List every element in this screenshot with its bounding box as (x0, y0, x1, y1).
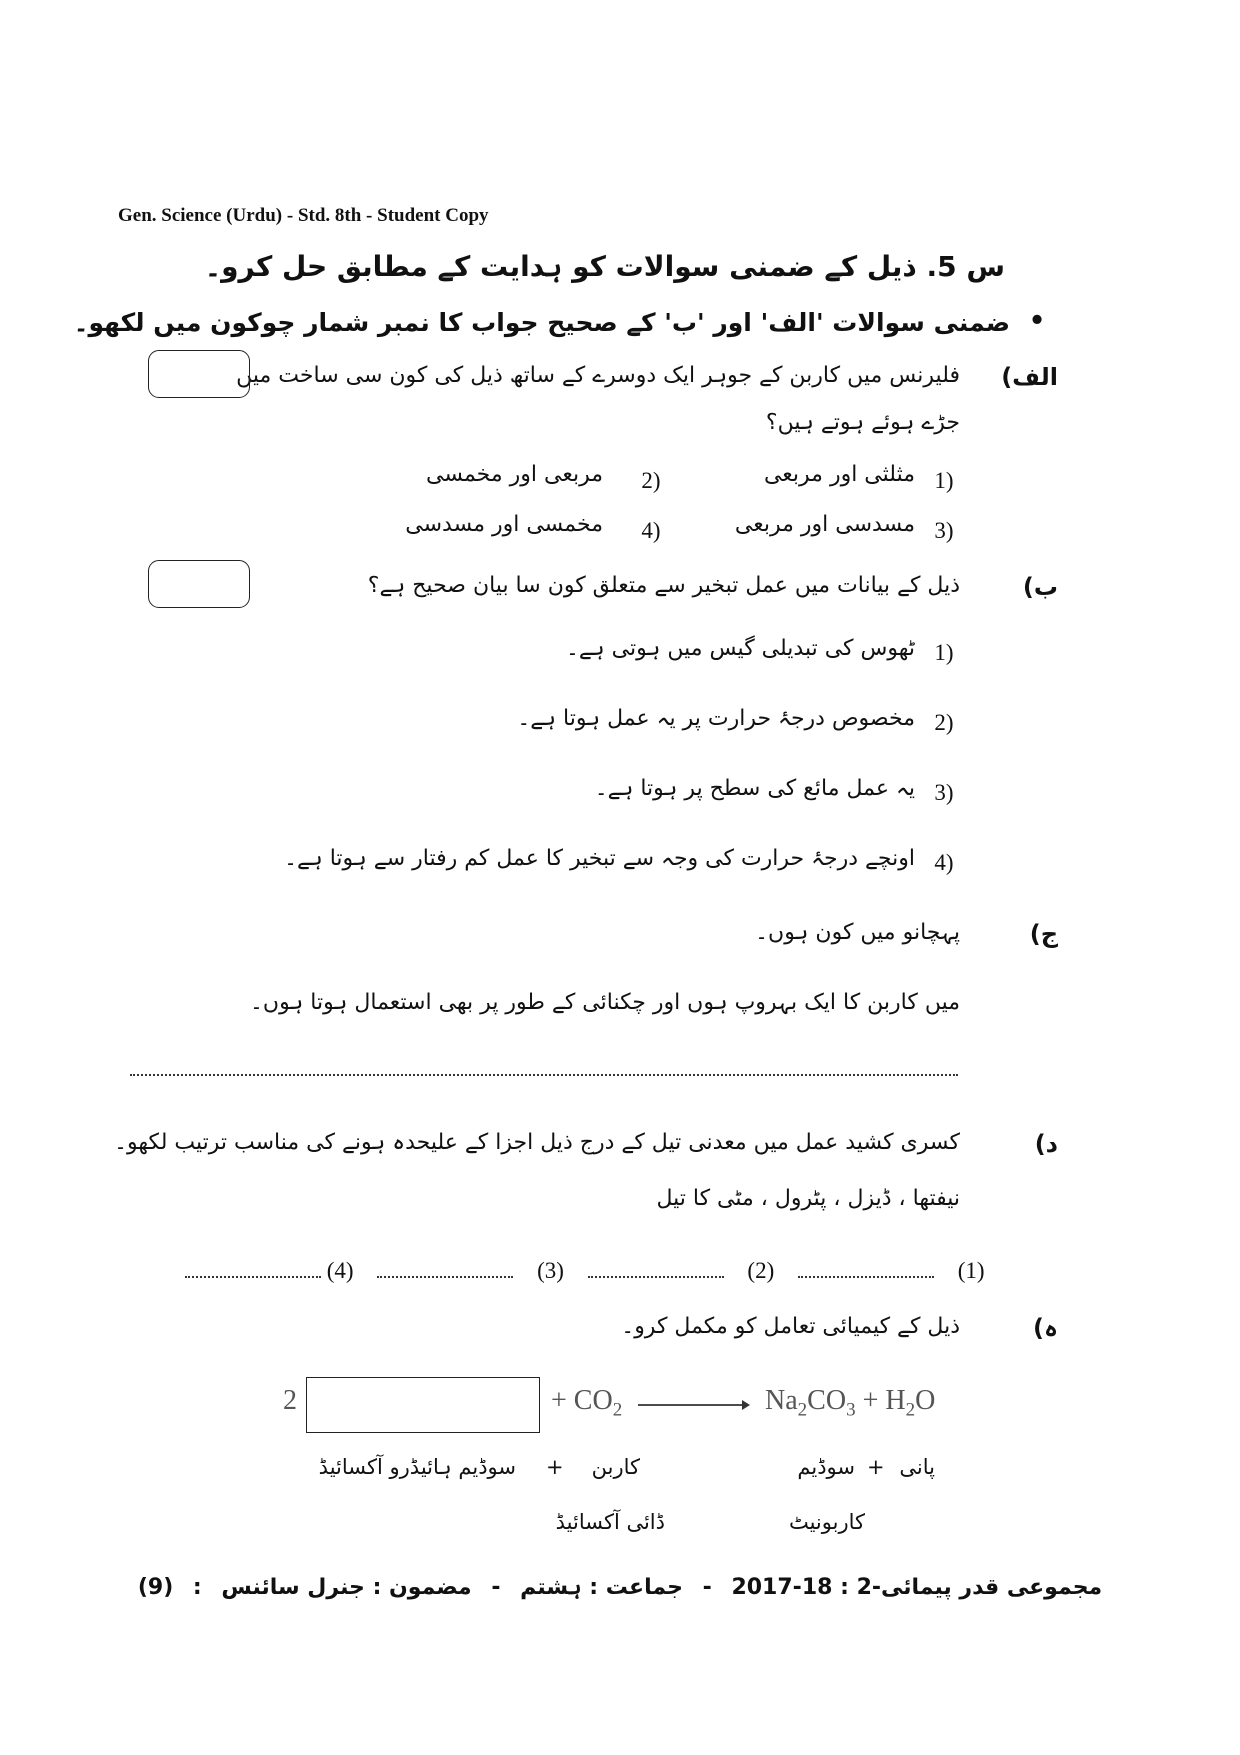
o-text: O (915, 1385, 936, 1416)
part-be-question: ذیل کے بیانات میں عمل تبخیر سے متعلق کون سا بیان صحیح ہے؟ (367, 573, 960, 598)
blank-1[interactable] (798, 1275, 934, 1278)
be-option-4-text: اونچے درجۂ حرارت کی وجہ سے تبخیر کا عمل کم رفتار سے ہوتا ہے۔ (284, 846, 915, 871)
footer-dash-2: - (491, 1575, 501, 1600)
label-carbonate: کاربونیٹ (788, 1510, 865, 1534)
alif-option-4-text: مخمسی اور مسدسی (405, 512, 603, 537)
alif-option-1-text: مثلثی اور مربعی (763, 462, 915, 487)
co3-subscript: 3 (846, 1399, 856, 1421)
daal-blanks-row (185, 1258, 985, 1284)
label-dioxide: ڈائی آکسائیڈ (555, 1510, 665, 1534)
part-daal-label: د) (1034, 1130, 1058, 1158)
blank-2[interactable] (588, 1275, 724, 1278)
be-option-3-num: 3) (934, 780, 954, 805)
question-instruction: ضمنی سوالات 'الف' اور 'ب' کے صحیح جواب کا نمبر شمار چوکون میں لکھو۔ (73, 308, 1010, 337)
footer-marks: (9) (137, 1575, 174, 1600)
blank-2-label: (2) (747, 1258, 775, 1283)
label-water: پانی (899, 1455, 935, 1479)
blank-1-label: (1) (957, 1258, 985, 1283)
blank-4-label: (4) (326, 1258, 354, 1283)
h-text: + H (855, 1385, 906, 1416)
part-he-label: ہ) (1032, 1314, 1058, 1342)
part-alif-question-line2: جڑے ہوئے ہوتے ہیں؟ (765, 410, 960, 435)
label-carbon: کاربن (591, 1455, 640, 1479)
blank-4[interactable] (185, 1275, 321, 1278)
document-header: Gen. Science (Urdu) - Std. 8th - Student Copy (118, 205, 489, 226)
equation-products (765, 1385, 935, 1422)
be-option-1-text: ٹھوس کی تبدیلی گیس میں ہوتی ہے۔ (565, 636, 915, 661)
blank-3[interactable] (377, 1275, 513, 1278)
part-jeem-clue: میں کاربن کا ایک بہروپ ہوں اور چکنائی کے طور پر بھی استعمال ہوتا ہوں۔ (250, 990, 960, 1015)
be-option-3-text: یہ عمل مائع کی سطح پر ہوتا ہے۔ (594, 776, 915, 801)
be-option-1-num: 1) (934, 640, 954, 665)
footer-colon: : (192, 1575, 202, 1600)
label-sodium-hydroxide: سوڈیم ہائیڈرو آکسائیڈ (318, 1455, 516, 1479)
equation-answer-box[interactable] (306, 1377, 540, 1433)
be-option-4-num: 4) (934, 850, 954, 875)
equation-reactant-co2 (551, 1385, 622, 1422)
alif-option-3-text: مسدسی اور مربعی (734, 512, 915, 537)
part-daal-items: نیفتھا ، ڈیزل ، پٹرول ، مٹی کا تیل (656, 1186, 960, 1211)
blank-3-label: (3) (537, 1258, 564, 1283)
reaction-arrow-icon (638, 1398, 750, 1412)
part-he-question: ذیل کے کیمیائی تعامل کو مکمل کرو۔ (621, 1314, 960, 1339)
answer-box-alif[interactable] (148, 350, 250, 398)
answer-line-jeem[interactable] (130, 1074, 958, 1076)
be-option-2-num: 2) (934, 710, 954, 735)
footer-assessment: مجموعی قدر پیمائی-2 : 18-2017 (731, 1575, 1103, 1600)
bullet-icon: • (1028, 306, 1046, 336)
alif-option-4-num: 4) (641, 518, 661, 543)
part-jeem-label: ج) (1029, 920, 1058, 948)
co2-subscript: 2 (612, 1399, 623, 1421)
page-footer (0, 1575, 1240, 1600)
na-subscript: 2 (797, 1399, 808, 1421)
label-plus-2: + (867, 1455, 885, 1479)
answer-box-be[interactable] (148, 560, 250, 608)
part-be-label: ب) (1022, 573, 1058, 601)
footer-subject: مضمون : جنرل سائنس (221, 1575, 472, 1600)
co2-text: + CO (551, 1385, 613, 1416)
na-text: Na (765, 1385, 798, 1416)
co-text: CO (807, 1385, 847, 1416)
equation-coefficient: 2 (283, 1385, 297, 1416)
footer-class: جماعت : ہشتم (520, 1575, 683, 1600)
label-sodium: سوڈیم (797, 1455, 855, 1479)
alif-option-2-num: 2) (641, 468, 661, 493)
h2-subscript: 2 (905, 1399, 916, 1421)
part-alif-question-line1: فلیرنس میں کاربن کے جوہر ایک دوسرے کے ساتھ ذیل کی کون سی ساخت میں (236, 363, 960, 388)
part-jeem-question: پہچانو میں کون ہوں۔ (755, 920, 960, 945)
alif-option-2-text: مربعی اور مخمسی (425, 462, 603, 487)
be-option-2-text: مخصوص درجۂ حرارت پر یہ عمل ہوتا ہے۔ (517, 706, 915, 731)
part-alif-label: الف) (1001, 363, 1058, 391)
question-title: س 5. ذیل کے ضمنی سوالات کو ہدایت کے مطابق حل کرو۔ (204, 250, 1005, 283)
label-plus-1: + (546, 1455, 564, 1479)
alif-option-3-num: 3) (934, 518, 954, 543)
footer-dash-1: - (702, 1575, 712, 1600)
alif-option-1-num: 1) (934, 468, 954, 493)
part-daal-question: کسری کشید عمل میں معدنی تیل کے درج ذیل اجزا کے علیحدہ ہونے کی مناسب ترتیب لکھو۔ (114, 1130, 960, 1155)
